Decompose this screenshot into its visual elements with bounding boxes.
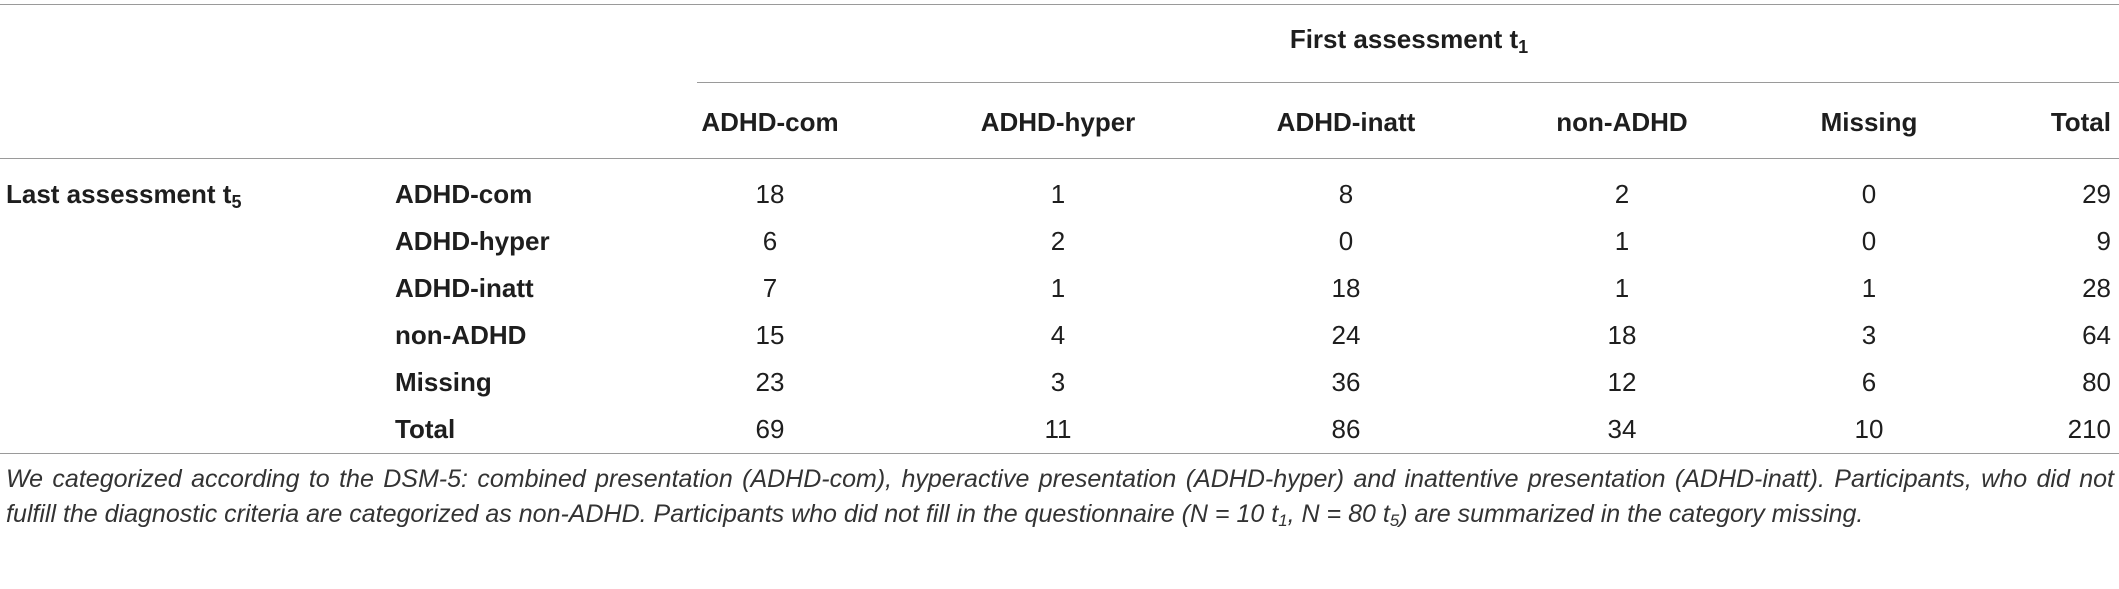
column-header-adhd-com: ADHD-com [701,107,839,137]
table-cell: 1 [1050,179,1066,209]
table-cell-total: 28 [2082,273,2111,303]
table-cell: 1 [1050,273,1066,303]
footnote-subscript: 5 [1389,511,1400,530]
table-cell: 15 [755,320,785,350]
table-cell: 1 [1614,273,1630,303]
column-header-missing: Missing [1820,107,1918,137]
table-cell: 34 [1607,414,1637,444]
top-rule [0,4,2119,5]
table-cell: 6 [762,226,778,256]
row-label: ADHD-com [395,179,533,209]
table-cell: 3 [1861,320,1877,350]
table-cell: 11 [1044,414,1072,444]
column-header-adhd-hyper: ADHD-hyper [980,107,1136,137]
table-cell: 12 [1607,367,1637,397]
table-cell-total: 9 [2096,226,2111,256]
body-bottom-rule [0,453,2119,454]
row-group-label [6,179,242,212]
table-cell: 18 [1331,273,1361,303]
column-header-non-adhd: non-ADHD [1556,107,1688,137]
table-cell: 6 [1861,367,1877,397]
row-group-text: Last assessment t [6,179,232,209]
table-cell-total: 210 [2067,414,2111,444]
footnote-text: ) are summarized in the category missing. [1399,500,1864,528]
table-cell: 7 [762,273,778,303]
row-label: Missing [395,367,492,397]
table-cell-total: 80 [2082,367,2111,397]
table-cell: 2 [1614,179,1630,209]
table-cell: 86 [1331,414,1361,444]
row-label: ADHD-inatt [395,273,534,303]
table-cell: 8 [1338,179,1354,209]
row-label: ADHD-hyper [395,226,550,256]
table-cell: 69 [755,414,785,444]
table-cell-total: 64 [2082,320,2111,350]
row-label-total: Total [395,414,456,444]
table-cell: 4 [1050,320,1066,350]
column-header-adhd-inatt: ADHD-inatt [1276,107,1416,137]
header-bottom-rule [0,158,2119,159]
group-header-text: First assessment t [1289,24,1519,54]
row-group-subscript: 5 [231,192,242,212]
row-label: non-ADHD [395,320,527,350]
table-footnote [6,462,2114,532]
table-cell: 0 [1338,226,1354,256]
table-cell-total: 29 [2082,179,2111,209]
group-header-title [1289,24,1529,57]
table-cell: 36 [1331,367,1361,397]
table-cell: 0 [1861,226,1877,256]
table-cell: 10 [1854,414,1884,444]
table-cell: 2 [1050,226,1066,256]
column-header-total: Total [2050,107,2111,137]
table-cell: 18 [755,179,785,209]
table-cell: 18 [1607,320,1637,350]
table-cell: 1 [1614,226,1630,256]
group-header-subscript: 1 [1518,37,1529,57]
table-cell: 1 [1861,273,1877,303]
table-cell: 0 [1861,179,1877,209]
group-header-rule [697,82,2119,83]
table-cell: 24 [1331,320,1361,350]
footnote-text: We categorized according to the DSM-5: combined presentation (ADHD-com), hyperactive presentation (ADHD-hyper) and inattentive presentation (ADHD-inatt). Participants, who did not fulfill the diagnostic criteria are categorized as non-ADHD. Participants who did not fill in the questionnaire (N = 10 t [6,465,2114,528]
footnote-subscript: 1 [1278,511,1288,530]
footnote-text: , N = 80 t [1287,500,1390,528]
table-cell: 3 [1050,367,1066,397]
table-cell: 23 [755,367,785,397]
